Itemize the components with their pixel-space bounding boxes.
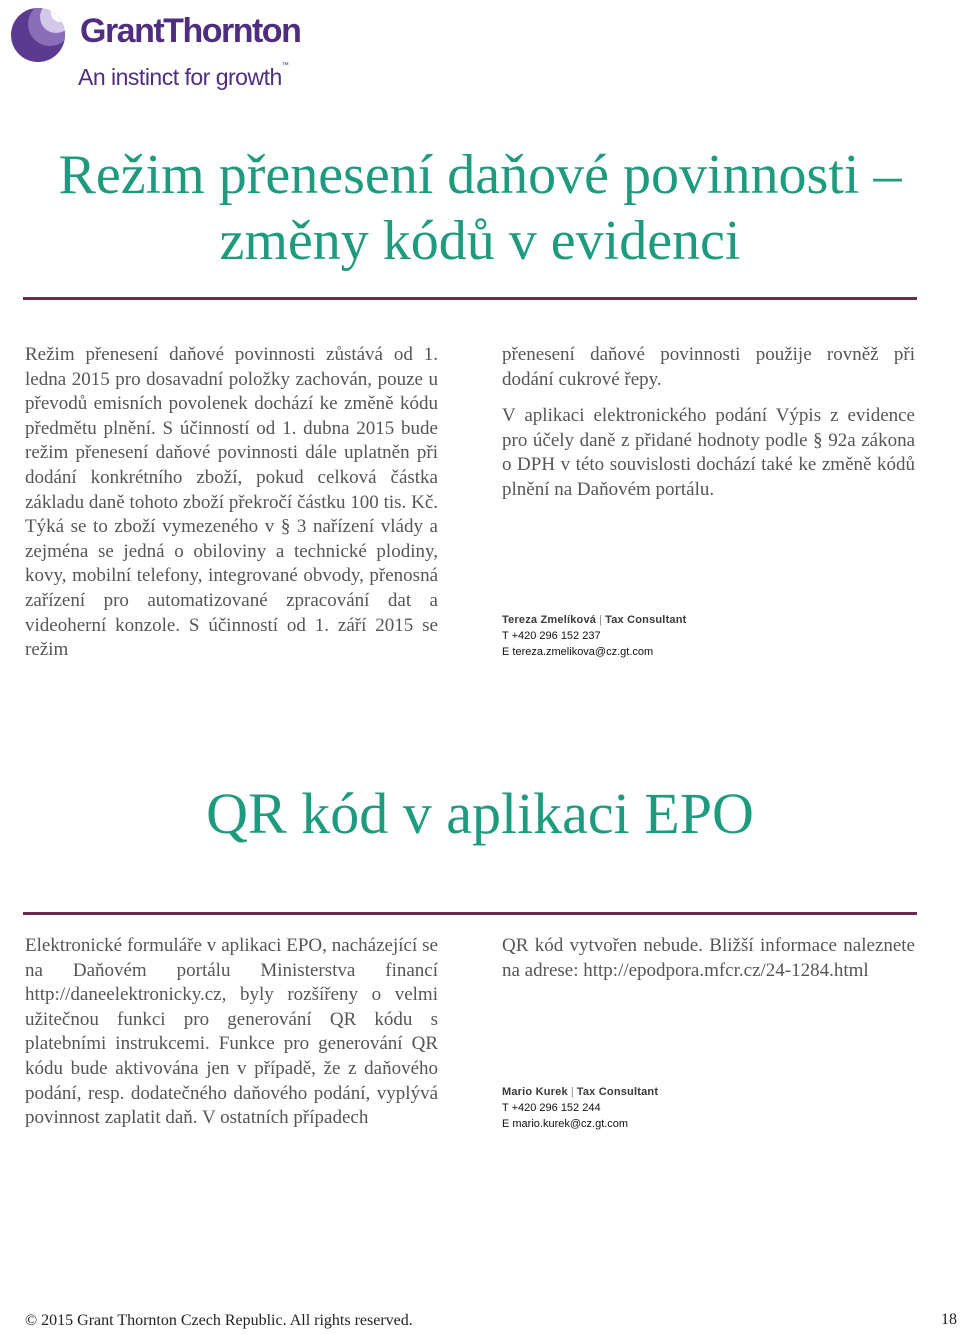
brand-tagline: [78, 64, 288, 91]
trademark-symbol: ™: [281, 62, 289, 69]
section2-divider: [23, 912, 917, 915]
section2-right-text: QR kód vytvořen nebude. Bližší informace naleznete na adrese: http://epodpora.mfcr.cz/24-1284.html: [502, 935, 915, 981]
brand-name: GrantThornton: [80, 12, 301, 50]
contact-phone: T +420 296 152 244: [502, 1102, 601, 1114]
contact-name-line: [502, 1084, 658, 1100]
section1-title-line1: Režim přenesení daňové povinnosti –: [58, 144, 902, 206]
section1-right-column: [502, 343, 915, 515]
tagline-text: An instinct for growth: [78, 64, 282, 90]
section1-title-line2: změny kódů v evidenci: [219, 210, 741, 272]
grant-thornton-mark-icon: [8, 4, 70, 66]
section1-title: [0, 142, 960, 274]
grant-thornton-logo: [8, 4, 308, 96]
contact-name-line: [502, 612, 687, 628]
section2-right-column: [502, 934, 915, 995]
footer-copyright: © 2015 Grant Thornton Czech Republic. All rights reserved.: [25, 1312, 413, 1329]
contact-separator: |: [570, 1086, 574, 1098]
contact-separator: |: [599, 614, 603, 626]
contact-role: Tax Consultant: [576, 1086, 659, 1098]
section1-right-text-2: V aplikaci elektronického podání Výpis z evidence pro účely daně z přidané hodnoty podle § 92a zákona o DPH v této souvislosti dochází také ke změně kódů plnění na Daňovém portálu.: [502, 405, 915, 500]
contact-card-kurek: [502, 1084, 658, 1132]
section2-left-text: Elektronické formuláře v aplikaci EPO, nacházející se na Daňovém portálu Ministerstva financí http://daneelektronicky.cz, byly rozšířeny o velmi užitečnou funkci pro generování QR kódu s platebními instrukcemi. Funkce pro generování QR kódu bude aktivována jen v případě, že z daňového podání, resp. dodatečného daňového podání, vyplývá povinnost zaplatit daň. V ostatních případech: [25, 935, 438, 1129]
contact-role: Tax Consultant: [605, 614, 687, 626]
section1-right-text-1: přenesení daňové povinnosti použije rovněž při dodání cukrové řepy.: [502, 344, 915, 390]
section2-left-column: [25, 934, 438, 1143]
section1-divider: [23, 297, 917, 300]
contact-name: Tereza Zmelíková: [502, 614, 597, 626]
contact-email[interactable]: E mario.kurek@cz.gt.com: [502, 1118, 629, 1130]
contact-name: Mario Kurek: [502, 1086, 568, 1098]
contact-phone: T +420 296 152 237: [502, 630, 601, 642]
section1-left-column: [25, 343, 438, 675]
contact-card-zmelikova: [502, 612, 687, 660]
contact-email[interactable]: E tereza.zmelikova@cz.gt.com: [502, 646, 654, 658]
section1-left-text: Režim přenesení daňové povinnosti zůstává od 1. ledna 2015 pro dosavadní položky zachován, pouze u převodů emisních povolenek dochází ke změně kódu předmětu plnění. S účinností od 1. dubna 2015 bude režim přenesení daňové povinnosti dále uplatněn při dodání konkrétního zboží, pokud celková částka základu daně tohoto zboží překročí částku 100 tis. Kč. Týká se to zboží vymezeného v § 3 nařízení vlády a zejména se jedná o obiloviny a technické plodiny, kovy, mobilní telefony, integrované obvody, přenosná zařízení pro automatizované zpracování dat a videoherní konzole. S účinností od 1. září 2015 se režim: [25, 344, 438, 661]
page-number: 18: [941, 1311, 957, 1328]
section2-title: QR kód v aplikaci EPO: [206, 781, 754, 846]
